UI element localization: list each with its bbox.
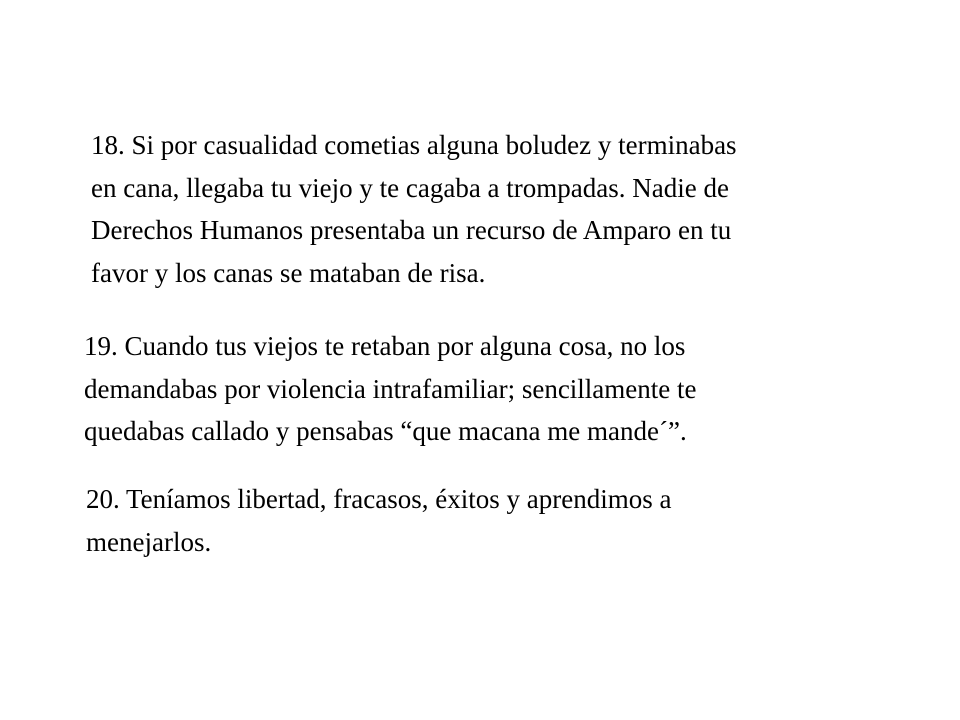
paragraph-line: quedabas callado y pensabas “que macana me mande´”. [84,416,687,446]
paragraph-line: en cana, llegaba tu viejo y te cagaba a trompadas. Nadie de [91,172,729,203]
paragraph-19 [84,325,826,453]
paragraph-line: Derechos Humanos presentaba un recurso de Amparo en tu [91,215,732,245]
paragraph-18 [91,124,853,294]
paragraph-line: 18. Si por casualidad cometias alguna boludez y terminabas [91,130,737,160]
paragraph-line: favor y los canas se mataban de risa. [91,257,486,288]
paragraph-line: 19. Cuando tus viejos te retaban por alguna cosa, no los [84,331,686,361]
paragraph-20 [86,478,786,563]
paragraph-line: 20. Teníamos libertad, fracasos, éxitos y aprendimos a [86,484,672,514]
paragraph-line: menejarlos. [86,526,212,557]
paragraph-line: demandabas por violencia intrafamiliar; sencillamente te [84,373,697,404]
